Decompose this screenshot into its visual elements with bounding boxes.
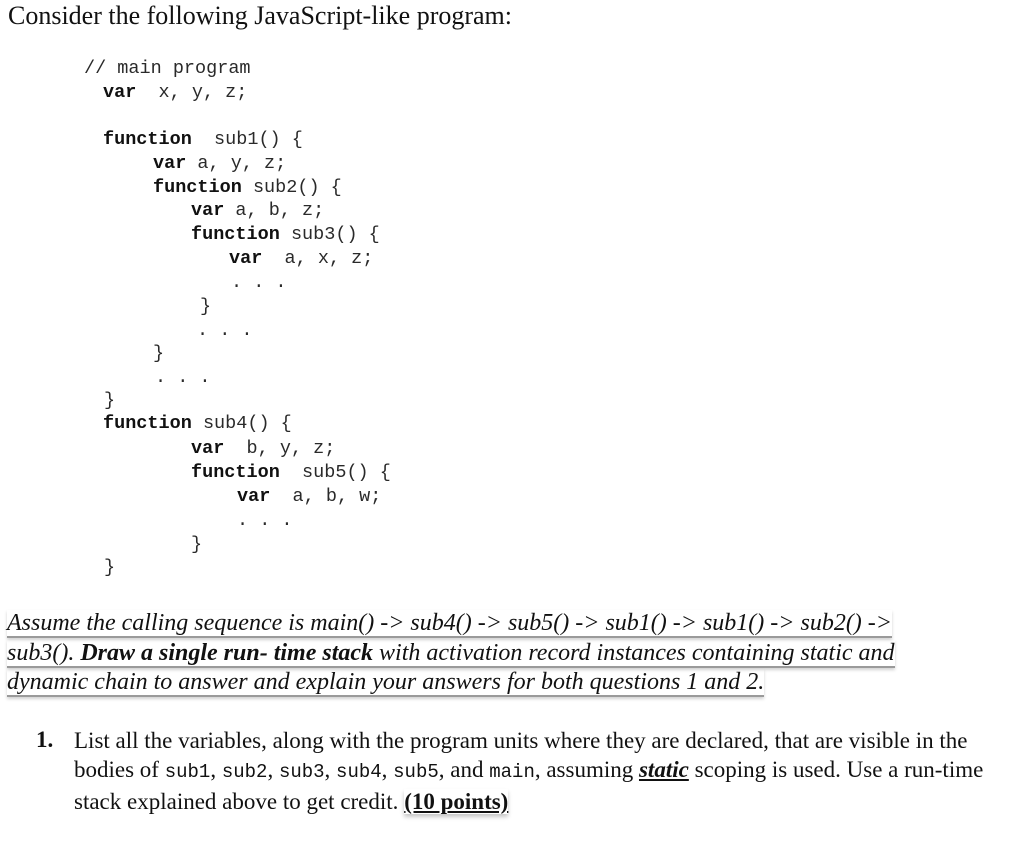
var-keyword: var	[237, 486, 271, 507]
sub4-vars: b, y, z;	[246, 438, 336, 459]
assumption-emphasis: Draw a single run- time stack	[80, 639, 374, 666]
sub3-vars: a, x, z;	[284, 248, 374, 269]
sub2-vars: a, b, z;	[235, 200, 325, 221]
page-title: Consider the following JavaScript-like program:	[8, 1, 513, 30]
question-1-text-c: scoping is used. Use a run-time stack explained above to get credit.	[74, 757, 984, 814]
var-keyword: var	[103, 82, 137, 103]
var-keyword: var	[191, 438, 225, 459]
sub5-vars: a, b, w;	[292, 486, 382, 507]
code-line-sub1	[103, 129, 303, 151]
sub1-signature: sub1() {	[214, 129, 303, 150]
unit-sub1: sub1	[164, 761, 211, 783]
assumption-line-2b: with activation record instances containing static and	[379, 639, 895, 666]
code-comment: // main program	[84, 58, 251, 79]
question-1-text: List all the variables, along with the program units where they are declared, that are visible in the bodies of sub1, sub2, sub3, sub4, sub5, and main, assuming static scoping is used. Use a run-time stack explained above to get credit. (10 points)	[74, 728, 984, 814]
assumption-line-1: Assume the calling sequence is main() -> sub4() -> sub5() -> sub1() -> sub1() -> sub2() ->	[7, 610, 892, 636]
code-line-main-vars	[103, 82, 247, 104]
code-line-sub4	[103, 413, 292, 435]
points-label: (10 points)	[404, 789, 509, 814]
question-1-text-b: , assuming	[534, 757, 634, 782]
sub4-signature: sub4() {	[202, 413, 292, 434]
code-line-sub5-vars	[237, 486, 381, 508]
function-keyword: function	[153, 177, 242, 198]
var-keyword: var	[153, 153, 187, 174]
unit-sub3: sub3	[278, 761, 325, 783]
code-ellipsis: . . .	[231, 272, 287, 293]
question-1-text-a: List all the variables, along with the program units where they are declared, that are visible in the bodies of	[74, 728, 968, 782]
main-vars: x, y, z;	[158, 82, 248, 103]
sub1-vars: a, y, z;	[197, 153, 287, 174]
unit-sub2: sub2	[221, 761, 268, 783]
code-line-sub3	[191, 224, 380, 246]
unit-sub4: sub4	[336, 761, 382, 783]
sub5-signature: sub5() {	[302, 462, 391, 483]
function-keyword: function	[191, 224, 280, 245]
var-keyword: var	[229, 248, 263, 269]
assumption-paragraph	[7, 609, 967, 698]
code-close-brace: }	[153, 343, 165, 364]
sub3-signature: sub3() {	[290, 224, 380, 245]
assumption-line-2	[7, 640, 895, 668]
code-ellipsis: . . .	[237, 510, 293, 531]
code-ellipsis: . . .	[197, 320, 253, 341]
code-ellipsis: . . .	[155, 367, 211, 388]
function-keyword: function	[103, 413, 192, 434]
assumption-line-3: dynamic chain to answer and explain your answers for both questions 1 and 2.	[7, 669, 765, 695]
unit-main: main	[489, 761, 535, 783]
code-line-sub5	[191, 462, 391, 484]
code-close-brace: }	[104, 557, 116, 578]
code-close-brace: }	[200, 296, 212, 317]
code-line-sub2	[153, 177, 342, 199]
code-line-sub4-vars	[191, 438, 335, 460]
question-1-number: 1.	[36, 727, 54, 752]
code-line-sub3-vars	[229, 248, 373, 270]
sub2-signature: sub2() {	[252, 177, 342, 198]
code-line-sub1-vars	[153, 153, 286, 175]
code-line-sub2-vars	[191, 200, 324, 222]
function-keyword: function	[103, 129, 192, 150]
code-close-brace: }	[191, 534, 203, 555]
static-word: static	[638, 757, 689, 782]
and-word: and	[450, 757, 484, 782]
code-close-brace: }	[104, 390, 116, 411]
assumption-line-2a: sub3().	[7, 639, 75, 666]
var-keyword: var	[191, 200, 225, 221]
unit-sub5: sub5	[393, 761, 439, 783]
function-keyword: function	[191, 462, 280, 483]
